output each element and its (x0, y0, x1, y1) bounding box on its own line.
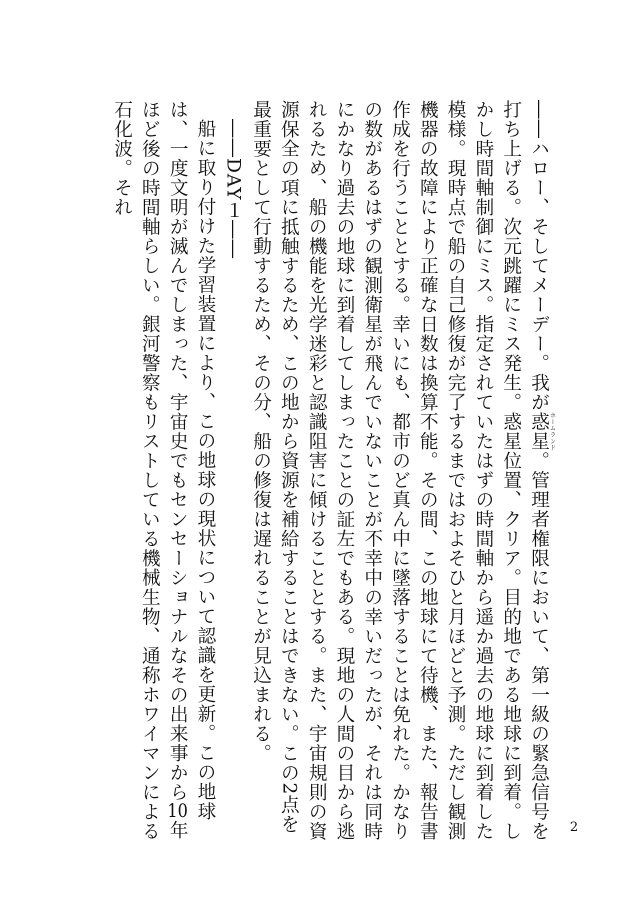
page-number: 2 (569, 820, 579, 835)
report-text-start: ――ハロー、そしてメーデー。我が (528, 100, 550, 412)
ruby-homeland (528, 412, 556, 451)
report-text-rest: 。管理者権限において、第一級の緊急信号を打ち上げる。次元跳躍にミス発生。惑星位置、クリア。目的地である地球に到着。しかし時間軸制御にミス。指定されていたはずの時間軸から遥か過去の地球に到着した模様。現時点で船の自己修復が完了するまではおよそひと月ほどと予測。ただし観測機器の故障により正確な日数は換算不能。その間、この地球にて待機、また、報告書作成を行うこととする。幸いにも、都市のど真ん中に墜落することは免れた。かなりの数があるはずの観測衛星が飛んでいないことが不幸中の幸いだったが、それは同時にかなり過去の地球に到着してしまったことの証左でもある。現地の人間の目から逃れるため、船の機能を光学迷彩と認識阻害に傾けることとする。また、宇宙規則の資源保全の項に抵触するため、この地から資源を補給することはできない。この2点を最重要として行動するため、その分、船の修復は遅れることが見込まれる。 (250, 100, 550, 841)
ten-years-number: 10 (167, 802, 188, 821)
day-heading: ――DAY１―― (222, 118, 244, 259)
ruby-base: 惑星 (528, 412, 550, 451)
day1-paragraph (108, 100, 219, 852)
ruby-reading: ホームランド (548, 412, 556, 451)
day1-text-rest: 年ほど後の時間軸らしい。銀河警察もリストしている機械生物、通称ホワイマンによる石化波。それ (111, 100, 189, 841)
vertical-text-body (108, 100, 555, 852)
day1-text-start: 船に取り付けた学習装置により、この地球の現状について認識を更新。この地球は、一度文明が滅んでしまった、宇宙史でもセンセーショナルなその出来事から (167, 100, 216, 821)
report-paragraph (247, 100, 555, 852)
